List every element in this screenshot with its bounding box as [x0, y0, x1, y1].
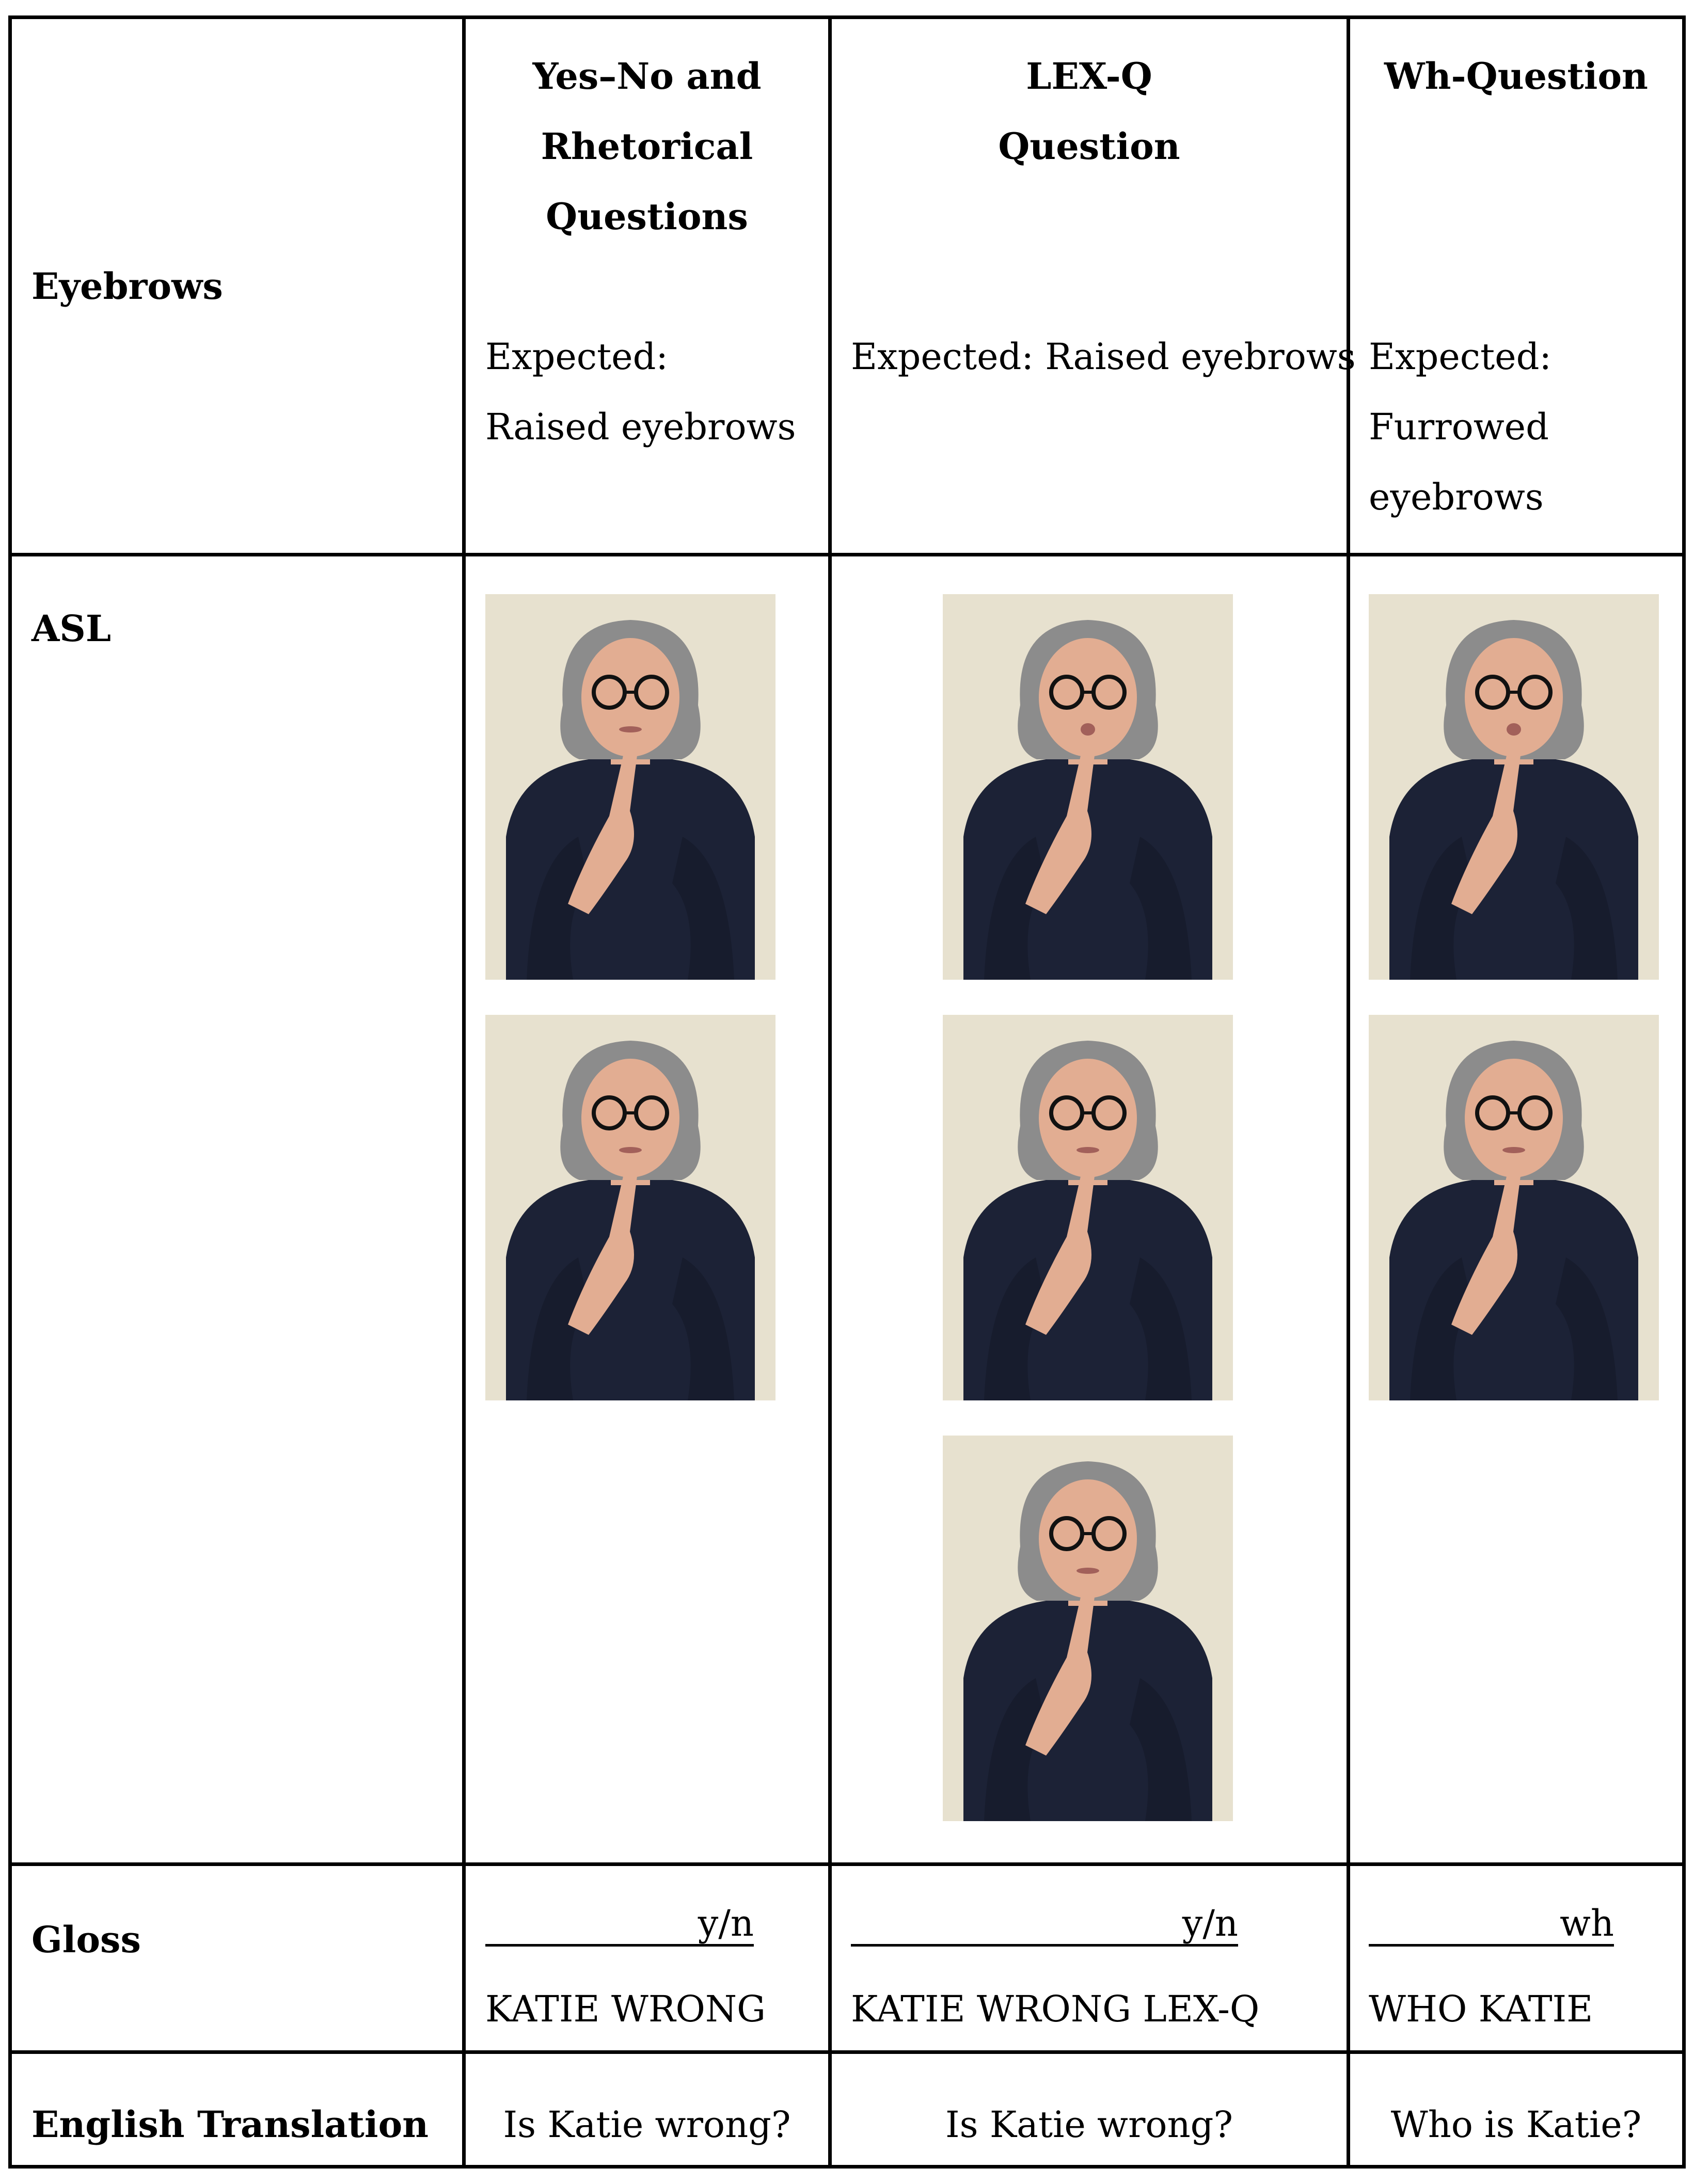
table-border-left: [8, 15, 12, 2169]
expected-text-line: eyebrows: [1369, 476, 1544, 518]
expected-text-line: Expected:: [485, 336, 668, 378]
woman-signing-photo: [943, 594, 1233, 980]
woman-signing-photo: [943, 1436, 1233, 1821]
asl-photo: [485, 594, 775, 980]
column-divider-1: [462, 15, 466, 2169]
column-title-line: Wh-Question: [1384, 55, 1648, 98]
gloss-nonmanual-marker: wh: [1369, 1903, 1614, 1947]
column-divider-2: [828, 15, 832, 2169]
row-label-gloss: Gloss: [31, 1918, 141, 1961]
asl-photo: [943, 1436, 1233, 1821]
asl-photo: [943, 594, 1233, 980]
column-title-line: LEX-Q: [1026, 55, 1152, 98]
woman-signing-photo: [485, 1015, 775, 1400]
expected-text-line: Furrowed: [1369, 406, 1549, 448]
gloss-text: KATIE WRONG: [485, 1988, 766, 2030]
gloss-text: WHO KATIE: [1369, 1988, 1593, 2030]
table-border-right: [1682, 15, 1686, 2169]
gloss-nonmanual-marker: y/n: [851, 1903, 1238, 1947]
table-border-bottom: [8, 2165, 1686, 2169]
table-border-top: [8, 15, 1686, 19]
expected-text-line: Expected: Raised eyebrows: [851, 336, 1356, 378]
woman-signing-photo: [943, 1015, 1233, 1400]
row-divider-1: [8, 553, 1686, 556]
gloss-text: KATIE WRONG LEX-Q: [851, 1988, 1260, 2030]
row-divider-3: [8, 2050, 1686, 2054]
asl-photo: [1369, 1015, 1659, 1400]
column-title-line: Rhetorical: [541, 125, 753, 168]
translation-text: Is Katie wrong?: [503, 2103, 791, 2146]
asl-photo: [943, 1015, 1233, 1400]
column-title-line: Questions: [546, 195, 748, 238]
gloss-nonmanual-marker: y/n: [485, 1903, 754, 1947]
expected-text-line: Raised eyebrows: [485, 406, 796, 448]
row-label-english-translation: English Translation: [31, 2103, 429, 2146]
asl-photo: [1369, 594, 1659, 980]
row-label-asl: ASL: [31, 607, 112, 650]
row-label-eyebrows: Eyebrows: [31, 265, 223, 308]
translation-text: Who is Katie?: [1390, 2103, 1642, 2146]
column-title-line: Question: [998, 125, 1180, 168]
row-divider-2: [8, 1862, 1686, 1866]
expected-text-line: Expected:: [1369, 336, 1551, 378]
question-types-table: [8, 15, 1686, 2169]
translation-text: Is Katie wrong?: [945, 2103, 1233, 2146]
woman-signing-photo: [485, 594, 775, 980]
asl-photo: [485, 1015, 775, 1400]
woman-signing-photo: [1369, 1015, 1659, 1400]
woman-signing-photo: [1369, 594, 1659, 980]
column-title-line: Yes–No and: [532, 55, 762, 98]
